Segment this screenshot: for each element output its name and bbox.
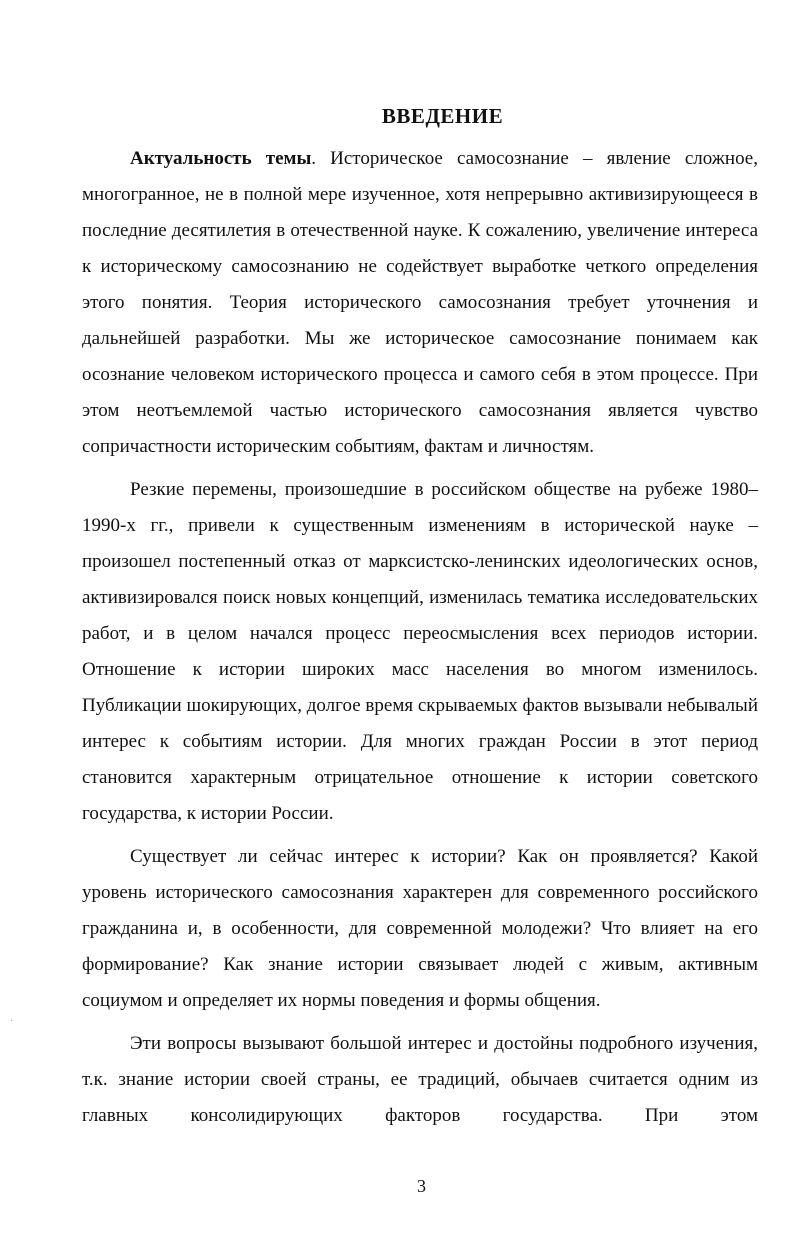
- paragraph-changes: Резкие перемены, произошедшие в российском обществе на рубеже 1980–1990-х гг., привели к существенным изменениям в исторической науке – произошел постепенный отказ от марксистско-ленинских идеологических основ, активизировался поиск новых концепций, изменилась тематика исследовательских работ, и в целом начался процесс переосмысления всех периодов истории. Отношение к истории широких масс населения во многом изменилось. Публикации шокирующих, долгое время скрываемых фактов вызывали небывалый интерес к событиям истории. Для многих граждан России в этот период становится характерным отрицательное отношение к истории советского государства, к истории России.: [82, 479, 758, 824]
- paragraph-lead: Актуальность темы: [130, 148, 312, 169]
- page-title: ВВЕДЕНИЕ: [381, 104, 504, 128]
- paragraph-study: Эти вопросы вызывают большой интерес и достойны подробного изучения, т.к. знание истории своей страны, ее традиций, обычаев считается одним из главных консолидирующих факторов государства. При этом: [82, 1033, 758, 1126]
- page-number: 3: [417, 1176, 426, 1196]
- paragraph-text: . Историческое самосознание – явление сложное, многогранное, не в полной мере изученное, хотя непрерывно активизирующееся в последние десятилетия в отечественной науке. К сожалению, увеличение интереса к историческому самосознанию не содействует выработке четкого определения этого понятия. Теория исторического самосознания требует уточнения и дальнейшей разработки. Мы же историческое самосознание понимаем как осознание человеком исторического процесса и самого себя в этом процессе. При этом неотъемлемой частью исторического самосознания является чувство сопричастности историческим событиям, фактам и личностям.: [82, 148, 758, 457]
- paragraph-relevance: [82, 141, 758, 465]
- paragraph-questions: Существует ли сейчас интерес к истории? Как он проявляется? Какой уровень исторического самосознания характерен для современного российского гражданина и, в особенности, для современной молодежи? Что влияет на его формирование? Как знание истории связывает людей с живым, активным социумом и определяет их нормы поведения и формы общения.: [82, 846, 758, 1011]
- document-body: [82, 141, 758, 1134]
- scan-artifact: ·: [10, 1016, 14, 1027]
